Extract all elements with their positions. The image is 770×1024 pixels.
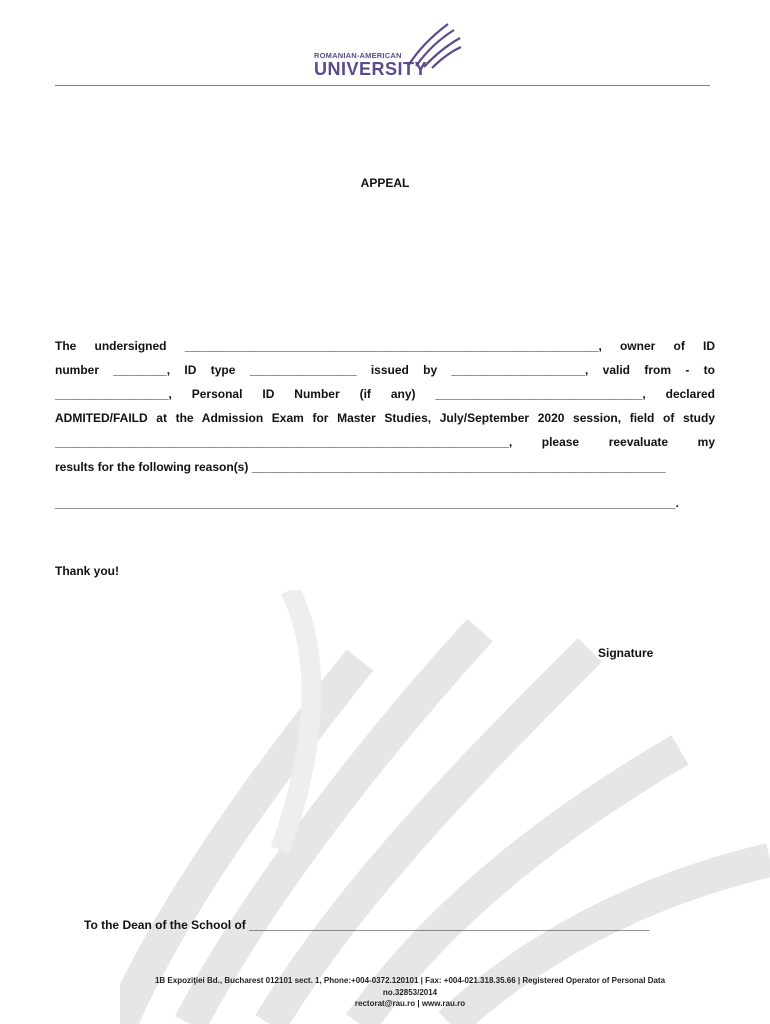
watermark-swoosh-graphic [120,590,770,1024]
logo-text-main: UNIVERSITY [314,59,428,79]
logo-text-top: ROMANIAN-AMERICAN [314,51,402,60]
page-title: APPEAL [360,176,410,190]
appeal-line-4: ADMITED/FAILD at the Admission Exam for Master Studies, July/September 2020 session, field of study [55,411,715,425]
header-divider [55,85,710,86]
footer-registration: no.32853/2014 [382,988,438,997]
dean-address-line: To the Dean of the School of ____________________________________________________________ [84,918,650,932]
appeal-line-1: The undersigned ______________________________________________________________, owner of ID [55,339,715,353]
thanks-text: Thank you! [55,564,120,578]
appeal-line-5: ____________________________________________________________________, please reevaluate my [55,435,715,449]
appeal-line-2: number ________, ID type ________________ issued by ____________________, valid from - to [55,363,715,377]
appeal-line-6: results for the following reason(s) ______________________________________________________________ [55,460,666,474]
appeal-line-3: _________________, Personal ID Number (if any) _______________________________, declared [55,387,715,401]
signature-label: Signature [598,646,654,660]
footer-contact: rectorat@rau.ro | www.rau.ro [354,999,466,1008]
footer-address: 1B Expoziţiei Bd., Bucharest 012101 sect. 1, Phone:+004-0372.120101 | Fax: +004-021.318.35.66 | Registered Operator of Personal Data [154,976,666,985]
university-logo [312,18,462,78]
appeal-line-continuation: _____________________________________________________________________________________________. [55,496,679,510]
